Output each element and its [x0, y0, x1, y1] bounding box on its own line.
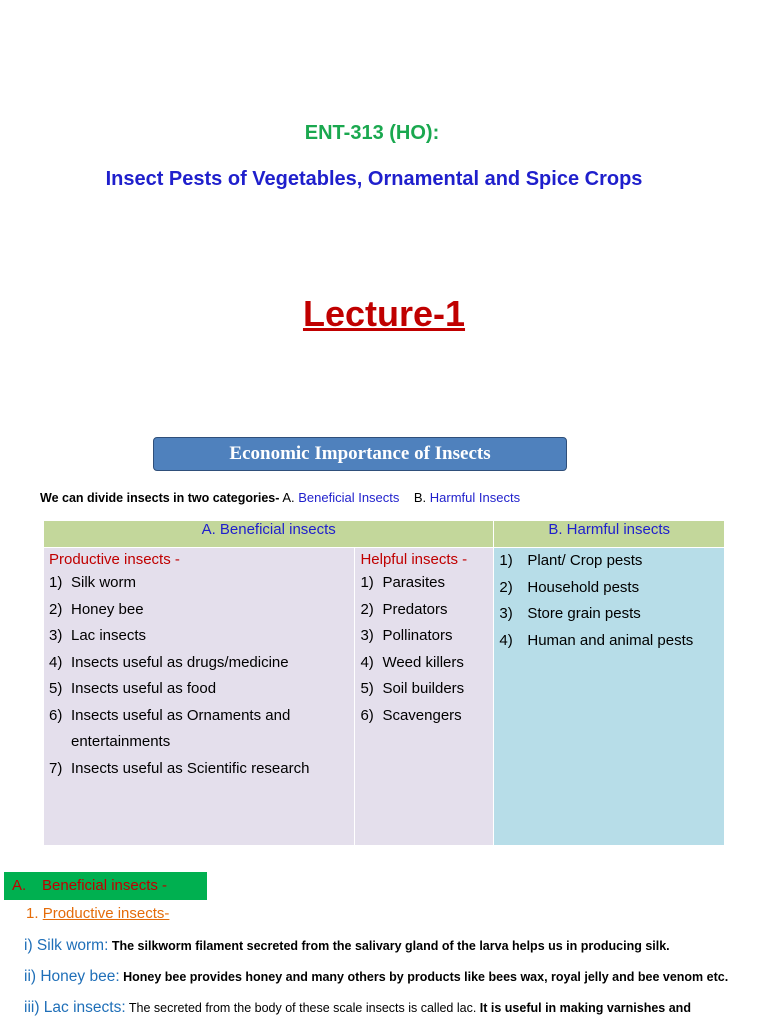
item-number: 7)	[49, 759, 63, 777]
item-number: 5)	[49, 680, 63, 697]
item-number: 2)	[360, 600, 374, 618]
list-item	[360, 623, 493, 650]
intro-beneficial: Beneficial Insects	[298, 490, 400, 505]
item-number: 4)	[499, 631, 513, 649]
intro-line	[40, 490, 520, 505]
list-item	[49, 703, 354, 756]
header-harmful: B. Harmful insects	[494, 521, 725, 548]
list-item	[49, 676, 354, 703]
intro-lead: We can divide insects in two categories-	[40, 491, 280, 505]
item-number: 1)	[360, 574, 374, 591]
item-number: 1)	[499, 552, 513, 569]
course-title: Insect Pests of Vegetables, Ornamental and Spice Crops	[105, 168, 643, 190]
section-letter: A.	[12, 877, 27, 894]
intro-harmful: Harmful Insects	[429, 490, 521, 505]
item-number: 3)	[499, 605, 513, 622]
harmful-list	[494, 548, 724, 654]
item-number: 6)	[49, 706, 63, 724]
productive-cell	[44, 548, 355, 846]
entry-text: The silkworm filament secreted from the salivary gland of the larva helps us in producing silk.	[108, 939, 670, 953]
helpful-title: Helpful insects -	[360, 551, 468, 568]
list-item	[49, 756, 354, 783]
course-code: ENT-313 (HO):	[304, 122, 440, 144]
item-text: Lac insects	[71, 627, 147, 644]
helpful-cell	[355, 548, 494, 846]
item-text: Parasites	[382, 574, 445, 591]
list-item	[360, 676, 493, 703]
entry-text: Honey bee provides honey and many others by products like bees wax, royal jelly and bee venom etc.	[119, 970, 729, 984]
item-number: 2)	[499, 578, 513, 596]
item-number: 4)	[49, 653, 63, 671]
item-text: Insects useful as food	[71, 680, 217, 697]
item-number: 4)	[360, 653, 374, 671]
list-item	[360, 570, 493, 597]
entry-silk-worm	[24, 937, 754, 955]
section-title: Beneficial insects -	[42, 877, 168, 894]
item-text: Insects useful as Ornaments and entertainments	[71, 706, 291, 750]
lecture-title: Lecture-1	[302, 293, 466, 334]
entry-bold-tail: It is useful in making varnishes and	[479, 1001, 691, 1015]
item-text: Insects useful as drugs/medicine	[71, 653, 289, 671]
item-number: 2)	[49, 600, 63, 618]
item-text: Silk worm	[71, 574, 137, 591]
entry-lac-insects	[24, 999, 754, 1017]
list-item	[499, 575, 724, 602]
table-header-row	[44, 521, 725, 548]
item-text: Household pests	[527, 578, 640, 596]
entry-head: i) Silk worm:	[24, 937, 109, 954]
subheading-title: Productive insects-	[42, 905, 170, 922]
item-text: Soil builders	[382, 680, 465, 697]
list-item	[360, 650, 493, 677]
section-a-heading	[4, 872, 207, 900]
entry-honey-bee	[24, 968, 754, 986]
intro-b-prefix: B.	[413, 490, 430, 505]
entry-head: iii) Lac insects:	[24, 999, 126, 1016]
productive-list	[44, 570, 354, 782]
item-number: 1)	[49, 574, 63, 591]
list-item	[49, 650, 354, 677]
item-text: Predators	[382, 600, 448, 618]
section-banner: Economic Importance of Insects	[153, 437, 567, 471]
item-number: 3)	[360, 627, 374, 644]
item-text: Store grain pests	[527, 605, 641, 622]
entry-head: ii) Honey bee:	[24, 968, 120, 985]
entry-text: The secreted from the body of these scale insects is called lac.	[125, 1001, 480, 1015]
list-item	[499, 601, 724, 628]
harmful-cell	[494, 548, 725, 846]
item-text: Weed killers	[382, 653, 464, 671]
list-item	[49, 570, 354, 597]
list-item	[499, 548, 724, 575]
intro-a-prefix: A.	[279, 490, 299, 505]
helpful-list	[355, 570, 493, 729]
productive-subheading	[26, 905, 169, 922]
item-number: 3)	[49, 627, 63, 644]
list-item	[499, 628, 724, 655]
item-text: Honey bee	[71, 600, 144, 618]
list-item	[49, 623, 354, 650]
categories-table	[43, 520, 725, 846]
item-number: 5)	[360, 680, 374, 697]
item-text: Pollinators	[382, 627, 453, 644]
list-item	[360, 703, 493, 730]
item-text: Scavengers	[382, 706, 462, 724]
list-item	[49, 597, 354, 624]
subheading-number: 1.	[26, 905, 43, 922]
table-body-row	[44, 548, 725, 846]
item-text: Insects useful as Scientific research	[71, 759, 310, 777]
item-number: 6)	[360, 706, 374, 724]
item-text: Plant/ Crop pests	[527, 552, 643, 569]
item-text: Human and animal pests	[527, 631, 694, 649]
header-beneficial: A. Beneficial insects	[44, 521, 494, 548]
list-item	[360, 597, 493, 624]
productive-title: Productive insects -	[49, 551, 180, 568]
